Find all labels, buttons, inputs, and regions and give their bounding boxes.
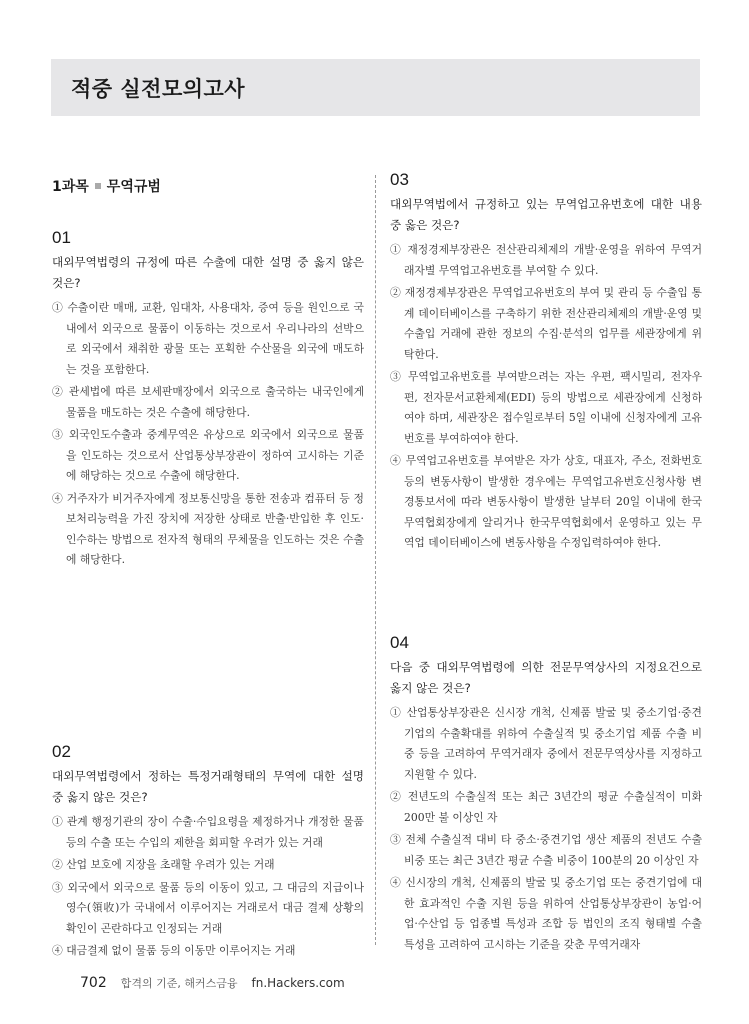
- page-number: 702: [80, 975, 107, 991]
- question-03: [390, 170, 702, 556]
- page-header: [51, 59, 700, 116]
- subject-label: 1과목: [52, 179, 89, 195]
- option-2: ② 관세법에 따른 보세판매장에서 외국으로 출국하는 내국인에게 물품을 매도하는 것은 수출에 해당한다.: [52, 385, 364, 419]
- option-1: ① 재정경제부장관은 전산관리체제의 개발·운영을 위하여 무역거래자별 무역업고유번호를 부여할 수 있다.: [390, 243, 702, 277]
- question-01: [52, 228, 364, 573]
- option-2: ② 전년도의 수출실적 또는 최근 3년간의 평균 수출실적이 미화 200만 불 이상인 자: [390, 790, 702, 824]
- subject-heading: [52, 176, 161, 196]
- option-1: ① 수출이란 매매, 교환, 임대차, 사용대차, 증여 등을 원인으로 국내에서 외국으로 물품이 이동하는 것으로서 우리나라의 선박으로 외국에서 채취한 광물 또는 포획한 수산물을 외국에 매도하는 것을 포함한다.: [52, 301, 364, 376]
- question-number: 04: [390, 633, 409, 652]
- question-text: 대외무역법령에서 정하는 특정거래형태의 무역에 대한 설명 중 옳지 않은 것은?: [52, 769, 364, 804]
- option-3: ③ 전체 수출실적 대비 타 중소·중견기업 생산 제품의 전년도 수출 비중 또는 최근 3년간 평균 수출 비중이 100분의 20 이상인 자: [390, 833, 702, 867]
- option-3: ③ 무역업고유번호를 부여받으려는 자는 우편, 팩시밀리, 전자우편, 전자문서교환체제(EDI) 등의 방법으로 세관장에게 신청하여야 하며, 세관장은 접수일로부터 5일 이내에 신청자에게 고유번호를 부여하여야 한다.: [390, 370, 702, 445]
- footer-slogan: 합격의 기준, 해커스금융: [120, 977, 238, 990]
- page-footer: [80, 975, 345, 991]
- option-4: ④ 거주자가 비거주자에게 정보통신망을 통한 전송과 컴퓨터 등 정보처리능력을 가진 장치에 저장한 상태로 반출·반입한 후 인도·인수하는 방법으로 전자적 형태의 무체물을 인도하는 것은 수출에 해당한다.: [52, 491, 364, 566]
- column-divider: [375, 175, 376, 945]
- option-1: ① 산업통상부장관은 신시장 개척, 신제품 발굴 및 중소기업·중견기업의 수출확대를 위하여 수출실적 및 중소기업 제품 수출 비중 등을 고려하여 무역거래자 중에서 전문무역상사를 지정하고 지원할 수 있다.: [390, 706, 702, 781]
- page-title: 적중 실전모의고사: [71, 77, 246, 101]
- question-text: 대외무역법령의 규정에 따른 수출에 대한 설명 중 옳지 않은 것은?: [52, 255, 364, 290]
- option-4: ④ 무역업고유번호를 부여받은 자가 상호, 대표자, 주소, 전화번호 등의 변동사항이 발생한 경우에는 무역업고유번호신청사항 변경통보서에 따라 변동사항이 발생한 날부터 20일 이내에 한국무역협회장에게 알리거나 한국무역협회에서 운영하고 있는 무역업 데이터베이스에 변동사항을 수정입력하여야 한다.: [390, 454, 702, 549]
- question-number: 02: [52, 742, 71, 761]
- question-02: [52, 742, 364, 964]
- option-3: ③ 외국에서 외국으로 물품 등의 이동이 있고, 그 대금의 지급이나 영수(領收)가 국내에서 이루어지는 거래로서 대금 결제 상황의 확인이 곤란하다고 인정되는 거래: [52, 880, 364, 935]
- subject-name: 무역규범: [106, 179, 161, 195]
- question-text: 다음 중 대외무역법령에 의한 전문무역상사의 지정요건으로 옳지 않은 것은?: [390, 660, 702, 695]
- question-number: 03: [390, 170, 409, 189]
- question-04: [390, 633, 702, 957]
- option-3: ③ 외국인도수출과 중계무역은 유상으로 외국에서 외국으로 물품을 인도하는 것으로서 산업통상부장관이 정하여 고시하는 기준에 해당하는 것으로 수출에 해당한다.: [52, 428, 364, 482]
- option-1: ① 관계 행정기관의 장이 수출·수입요령을 제정하거나 개정한 물품 등의 수출 또는 수입의 제한을 회피할 우려가 있는 거래: [52, 815, 364, 849]
- option-2: ② 산업 보호에 지장을 초래할 우려가 있는 거래: [52, 858, 275, 871]
- option-2: ② 재정경제부장관은 무역업고유번호의 부여 및 관리 등 수출입 통계 데이터베이스를 구축하기 위한 전산관리체제의 개발·운영 및 수출입 거래에 관한 정보의 수집·분석의 업무를 세관장에게 위탁한다.: [390, 286, 702, 361]
- footer-url: fn.Hackers.com: [251, 976, 345, 990]
- option-4: ④ 신시장의 개척, 신제품의 발굴 및 중소기업 또는 중견기업에 대한 효과적인 수출 지원 등을 위하여 산업통상부장관이 농업·어업·수산업 등 업종별 특성과 조합 등 법인의 조직 형태별 수출 특성을 고려하여 고시하는 기준을 갖춘 무역거래자: [390, 876, 702, 951]
- question-number: 01: [52, 228, 71, 247]
- square-bullet-icon: [95, 183, 101, 189]
- question-text: 대외무역법에서 규정하고 있는 무역업고유번호에 대한 내용 중 옳은 것은?: [390, 197, 702, 232]
- option-4: ④ 대금결제 없이 물품 등의 이동만 이루어지는 거래: [52, 944, 296, 957]
